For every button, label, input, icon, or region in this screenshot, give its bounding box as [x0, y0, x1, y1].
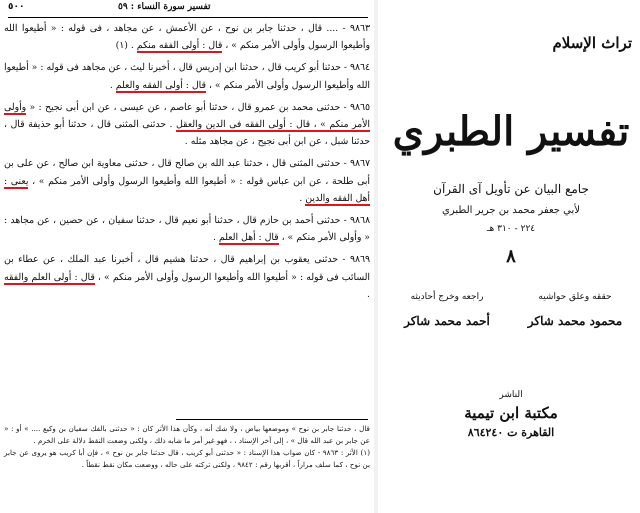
highlighted-phrase: قال : أولى الفقه منكم — [136, 40, 223, 52]
paragraph-text: . — [299, 192, 306, 204]
commentary-body — [4, 20, 370, 308]
paragraph-text: ٩٨٦٥ - حدثنى محمد بن عمرو قال ، حدثنا أبو عاصم ، عن عيسى ، عن ابن أبى نجيح : « — [26, 101, 370, 113]
credit-name: أحمد محمد شاكر — [404, 314, 490, 328]
highlighted-phrase: قال : أولى الفقه والعلم — [115, 79, 206, 91]
paragraph-text: ٩٨٦٧ - حدثنى المثنى قال ، حدثنا عبد الله بن صالح قال ، حدثنى معاوية ابن صالح ، عن على بن أبى طلحة ، عن ابن عباس قوله : « أطيعوا الله وأطيعوا الرسول وأولى الأمر منكم » ، — [4, 158, 370, 187]
paragraph-text: . — [212, 232, 219, 244]
book-title: تفسير الطبري — [392, 108, 630, 155]
paragraph-text: ٩٨٦٣ - .... قال ، حدثنا جابر بن نوح ، عن الأعمش ، عن مجاهد ، فى قوله : « أطيعوا الله وأطيعوا الرسول وأولى الأمر منكم » ، — [4, 23, 370, 52]
paragraph-text: ٩٨٦٤ - حدثنا أبو كريب قال ، حدثنا ابن إدريس قال ، أخبرنا ليث ، عن مجاهد فى قوله : « أطيعوا الله وأطيعوا الرسول وأولى الأمر منكم » ، — [4, 62, 370, 91]
highlighted-phrase: قال : أهل العلم — [218, 232, 279, 244]
credit-role: راجعه وخرج أحاديثه — [410, 292, 484, 302]
credit-role: حققه وعلق حواشيه — [538, 292, 612, 302]
footnote: (١) الأثر : ٩٨٦٣ - كان صواب هذا الإسناد : « حدثنى أبو كريب ، قال حدثنا جابر بن نوح » ، فإن أبا كريب هو يروى عن جابر بن نوح ، كما سلف مراراً ، أقربها رقم : ٩٨٤٢ ، ولكنى تركته على حاله ، ووضعت مكان نقط نقطاً . — [4, 448, 370, 469]
commentary-paragraph — [4, 155, 370, 207]
paragraph-text: ٩٨٦٩ - حدثنى يعقوب بن إبراهيم قال ، حدثنا هشيم قال ، أخبرنا عبد الملك ، عن عطاء بن السائب فى قوله : « أطيعوا الله وأطيعوا الرسول وأولى الأمر منكم » ، — [4, 254, 370, 283]
highlighted-phrase: يعنى : أهل الفقه والدين — [4, 175, 370, 204]
paragraph-text: . — [109, 79, 116, 91]
publisher-label: الناشر — [499, 390, 523, 400]
commentary-paragraph — [4, 99, 370, 151]
publisher-city: القاهرة ت ٨٦٤٢٤٠ — [467, 426, 555, 439]
book-gutter — [374, 0, 378, 513]
book-page-right-title — [382, 0, 640, 513]
reviewer-credit — [388, 292, 506, 328]
highlighted-phrase: قال : أولى العلم والفقه — [4, 271, 95, 283]
paragraph-text: . (١) — [115, 40, 137, 52]
credit-name: محمود محمد شاكر — [527, 314, 623, 328]
page-header — [8, 2, 368, 18]
paragraph-text: . — [367, 288, 370, 300]
running-head: تفسير سورة النساء : ٥٩ — [118, 2, 211, 12]
paragraph-text: . حدثنى المثنى قال ، حدثنا أبو حذيفة قال ، حدثنا شبل ، عن ابن أبى نجيح ، عن مجاهد مثله . — [4, 119, 370, 148]
author-name: لأبي جعفر محمد بن جرير الطبري — [442, 205, 580, 216]
volume-number: ٨ — [506, 246, 516, 267]
author-dates: ٢٢٤ - ٣١٠ هـ — [486, 224, 536, 234]
publisher-name: مكتبة ابن تيمية — [464, 404, 558, 422]
footnote: قال ، حدثنا جابر بن نوح » وموضعها بياض ، ولا شك أنه ، وكأن هذا الأثر كان : « حدثنى بالفك سفيان بن وكيع .... » أو : « عن جابر بن عبد الله قال » ، إلى آخر الإسناد ، ، فهو غير أمر ما شابه ذلك ، ولكنى وضعت النقط دلالة على الخرم . — [4, 424, 370, 445]
series-title: تراث الإسلام — [552, 34, 632, 52]
commentary-paragraph — [4, 20, 370, 54]
commentary-paragraph — [4, 59, 370, 93]
footnote-rule — [176, 419, 368, 420]
editor-credit — [516, 292, 634, 328]
paragraph-text: ٩٨٦٨ - حدثنى أحمد بن حازم قال ، حدثنا أبو نعيم قال ، حدثنا سفيان ، عن حصين ، عن مجاهد : « وأولى الأمر منكم » ، — [4, 215, 370, 244]
footnotes — [4, 423, 370, 471]
page-number: ٥٠٠ — [8, 2, 25, 12]
book-subtitle: جامع البيان عن تأويل آى القرآن — [433, 182, 589, 196]
commentary-paragraph — [4, 251, 370, 303]
header-rule — [8, 17, 368, 18]
highlighted-phrase: وأولى الأمر منكم » ، قال : أولى الفقه فى الدين والعقل — [4, 101, 370, 131]
commentary-paragraph — [4, 212, 370, 246]
